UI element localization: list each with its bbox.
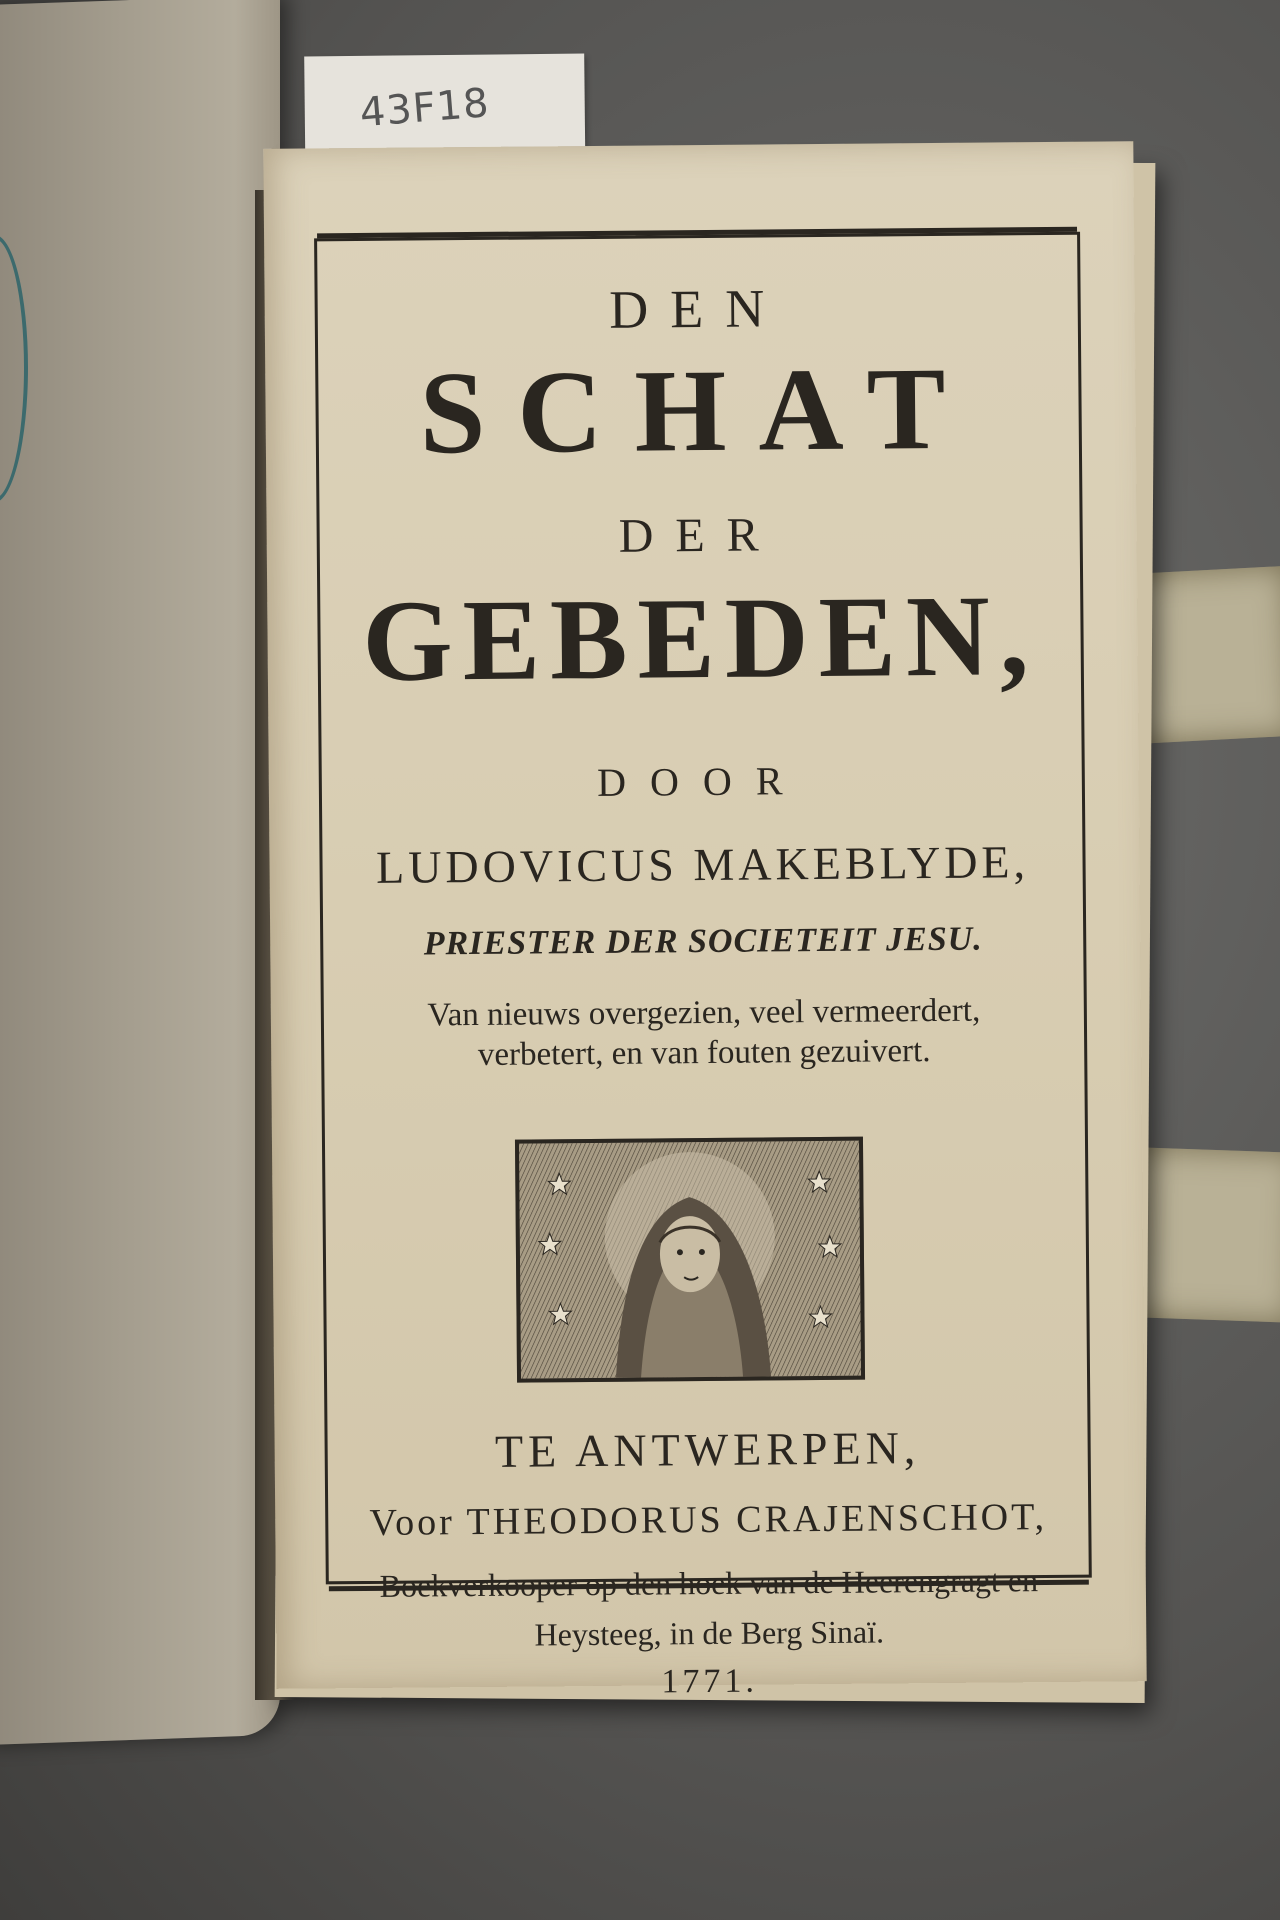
author-name: LUDOVICUS MAKEBLYDE,: [375, 836, 1030, 893]
imprint-address: Boekverkooper op den hoek van de Heerengragt en Heysteeg, in de Berg Sinaï.: [379, 1562, 1039, 1653]
imprint-year: 1771.: [661, 1662, 759, 1701]
madonna-engraving: [515, 1137, 865, 1383]
endpaper-mark: [0, 234, 28, 504]
title-line-der: DER: [618, 508, 781, 563]
imprint-city: TE ANTWERPEN,: [494, 1422, 921, 1477]
title-line-schat: SCHAT: [419, 342, 979, 479]
call-number: 43F18: [358, 80, 492, 137]
edition-note: Van nieuws overgezien, veel vermeerdert, verbetert, en van fouten gezuivert.: [427, 992, 981, 1073]
author-role: PRIESTER DER SOCIETEIT JESU.: [423, 920, 983, 963]
title-page-border: [314, 232, 1092, 1701]
imprint-printer: Voor THEODORUS CRAJENSCHOT,: [369, 1496, 1048, 1544]
book-strap-lower: [1132, 1147, 1280, 1322]
left-endpaper: [0, 0, 280, 1745]
title-page: [263, 141, 1146, 1701]
title-line-den: DEN: [608, 278, 787, 340]
title-line-gebeden: GEBEDEN,: [361, 572, 1040, 706]
title-line-door: DOOR: [596, 758, 807, 805]
